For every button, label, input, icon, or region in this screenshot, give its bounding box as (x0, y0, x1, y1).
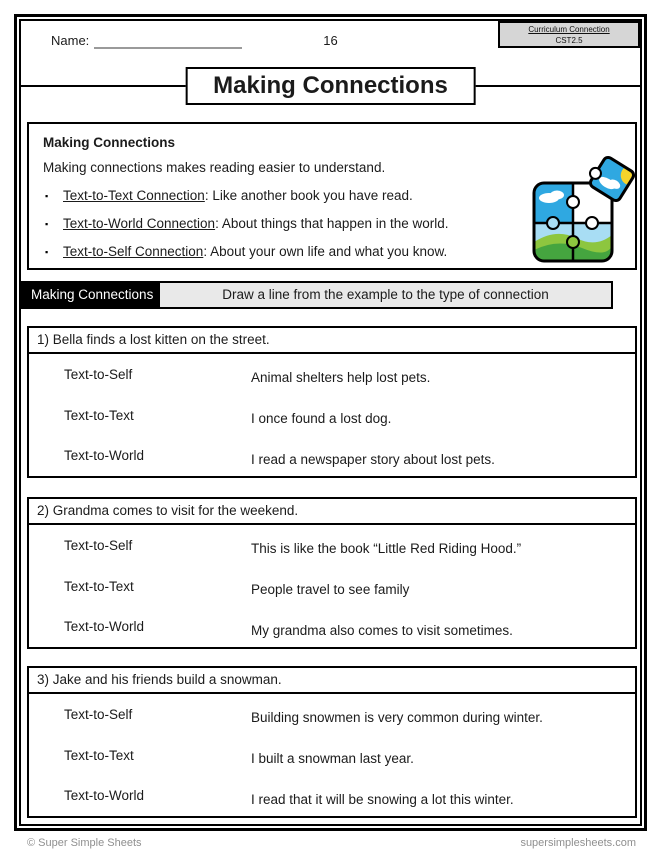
bullet-term: Text-to-Text Connection (63, 188, 205, 203)
connection-type-label[interactable]: Text-to-Text (64, 407, 134, 423)
connection-type-label[interactable]: Text-to-World (64, 788, 145, 804)
statement-text[interactable]: Building snowmen is very common during winter. (251, 710, 543, 726)
exercise-section-3 (27, 666, 637, 818)
match-row (29, 395, 635, 436)
exercise-section-2 (27, 497, 637, 649)
exercise-prompt: 3) Jake and his friends build a snowman. (29, 668, 635, 694)
match-row (29, 735, 635, 776)
bullet-square-icon: ▪ (45, 191, 49, 201)
page-number: 16 (323, 33, 338, 48)
connection-type-label[interactable]: Text-to-Self (64, 366, 133, 382)
connection-type-label[interactable]: Text-to-Self (64, 706, 133, 722)
section-instruction: Draw a line from the example to the type of connection (158, 281, 613, 309)
statement-text[interactable]: I read a newspaper story about lost pets. (251, 451, 495, 467)
connection-type-label[interactable]: Text-to-Text (64, 747, 134, 763)
exercise-prompt: 1) Bella finds a lost kitten on the street. (29, 328, 635, 354)
name-label: Name: (51, 33, 90, 48)
match-row (29, 775, 635, 816)
match-rows (29, 694, 635, 816)
connection-type-label[interactable]: Text-to-Self (64, 537, 133, 553)
footer-website: supersimplesheets.com (520, 837, 636, 849)
bullet-term: Text-to-World Connection (63, 216, 216, 231)
curriculum-label: Curriculum Connection (528, 25, 610, 34)
bullet-desc: : About things that happen in the world. (215, 216, 449, 231)
match-row (29, 525, 635, 566)
bullet-desc: : About your own life and what you know. (203, 244, 448, 259)
match-row (29, 435, 635, 476)
info-intro: Making connections makes reading easier to understand. (43, 160, 386, 175)
statement-text[interactable]: I read that it will be snowing a lot this winter. (251, 791, 514, 807)
connection-type-label[interactable]: Text-to-World (64, 619, 145, 635)
statement-text[interactable]: Animal shelters help lost pets. (251, 370, 431, 386)
match-row (29, 694, 635, 735)
bullet-square-icon: ▪ (45, 219, 49, 229)
exercise-prompt: 2) Grandma comes to visit for the weekend. (29, 499, 635, 525)
worksheet (19, 19, 642, 826)
info-heading: Making Connections (43, 135, 176, 150)
connection-type-label[interactable]: Text-to-Text (64, 578, 134, 594)
curriculum-connection-box (498, 21, 640, 48)
page-title: Making Connections (185, 67, 476, 105)
match-rows (29, 525, 635, 647)
bullet-desc: : Like another book you have read. (204, 188, 413, 203)
statement-text[interactable]: This is like the book “Little Red Riding Hood.” (251, 541, 522, 557)
bullet-term: Text-to-Self Connection (63, 244, 204, 259)
exercise-section-1 (27, 326, 637, 478)
curriculum-code: CST2.5 (555, 36, 583, 45)
match-rows (29, 354, 635, 476)
statement-text[interactable]: My grandma also comes to visit sometimes. (251, 622, 513, 638)
puzzle-pieces-icon (524, 151, 642, 269)
section-bar (21, 281, 640, 309)
statement-text[interactable]: I once found a lost dog. (251, 411, 392, 426)
footer-copyright: © Super Simple Sheets (27, 837, 142, 849)
match-row (29, 566, 635, 607)
match-row (29, 354, 635, 395)
bullet-square-icon: ▪ (45, 247, 49, 257)
match-row (29, 606, 635, 647)
section-bar-label: Making Connections (21, 281, 158, 309)
statement-text[interactable]: People travel to see family (251, 582, 410, 597)
statement-text[interactable]: I built a snowman last year. (251, 751, 414, 766)
page-border (14, 14, 647, 831)
connection-type-label[interactable]: Text-to-World (64, 448, 145, 464)
